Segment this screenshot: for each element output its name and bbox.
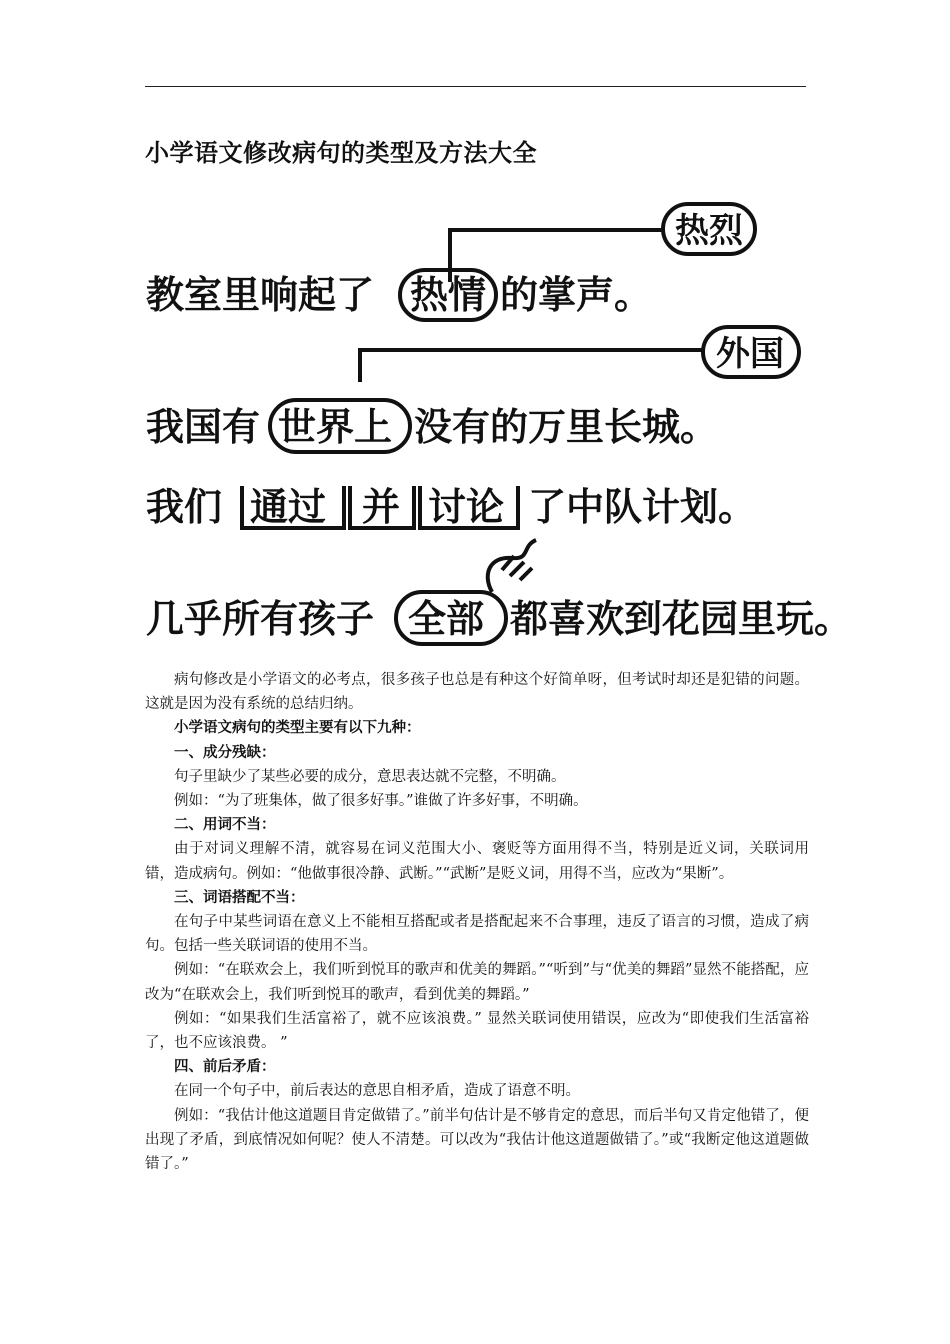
section-1-example: 例如：“为了班集体，做了很多好事。”谁做了许多好事，不明确。 [174, 793, 588, 810]
sentence-2-circled: 世界上 [278, 405, 393, 449]
correction-word-1: 热烈 [675, 211, 743, 251]
sentence-1-after: 的掌声。 [500, 273, 653, 317]
sentence-3-box-2: 并 [362, 485, 401, 529]
sentence-correction-illustration [138, 190, 878, 660]
sentence-2-before: 我国有 [146, 405, 261, 449]
sentence-4-circled: 全部 [408, 597, 485, 641]
sentence-3-box-3: 讨论 [428, 485, 505, 529]
section-2-paragraph: 由于对词义理解不清，就容易在词义范围大小、褒贬等方面用得不当，特别是近义词，关联词用错，造成病句。例如：“他做事很冷静、武断。”“武断”是贬义词，用得不当，应改为“果断”。 [145, 841, 809, 882]
section-1-heading: 一、成分残缺： [174, 743, 276, 761]
section-3-example-2: 例如：“如果我们生活富裕了，就不应该浪费。” 显然关联词使用错误，应改为“即使我们生活富裕了，也不应该浪费。 ” [145, 1010, 809, 1052]
page-title: 小学语文修改病句的类型及方法大全 [145, 138, 537, 167]
correction-word-2: 外国 [716, 334, 784, 374]
sentence-1-before: 教室里响起了 [146, 273, 375, 317]
sentence-3-after: 了中队计划。 [528, 485, 757, 529]
section-1-paragraph: 句子里缺少了某些必要的成分，意思表达就不完整，不明确。 [174, 768, 566, 785]
article-body [145, 668, 809, 1176]
sentence-4-before: 几乎所有孩子 [146, 597, 375, 641]
deletion-mark [488, 540, 536, 592]
sentence-2-after: 没有的万里长城。 [414, 405, 719, 449]
section-2-heading: 二、用词不当： [174, 816, 276, 834]
sentence-1-circled: 热情 [410, 273, 487, 317]
section-3-heading: 三、词语搭配不当： [174, 888, 305, 906]
section-4-example: 例如：“我估计他这道题目肯定做错了。”前半句估计是不够肯定的意思，而后半句又肯定他错了，便出现了矛盾，到底情况如何呢？使人不清楚。可以改为“我估计他这道题做错了。”或“我断定他这道题做错了。” [145, 1107, 809, 1173]
header-rule [145, 86, 806, 87]
section-4-paragraph: 在同一个句子中，前后表达的意思自相矛盾，造成了语意不明。 [174, 1083, 580, 1100]
types-heading: 小学语文病句的类型主要有以下九种： [174, 719, 421, 737]
sentence-4-after: 都喜欢到花园里玩。 [510, 597, 853, 641]
intro-paragraph: 病句修改是小学语文的必考点，很多孩子也总是有种这个好简单呀，但考试时却还是犯错的问题。这就是因为没有系统的总结归纳。 [145, 672, 809, 713]
section-3-paragraph: 在句子中某些词语在意义上不能相互搭配或者是搭配起来不合事理，违反了语言的习惯，造成了病句。包括一些关联词语的使用不当。 [145, 914, 809, 955]
section-4-heading: 四、前后矛盾： [174, 1058, 276, 1076]
sentence-3-before: 我们 [146, 485, 223, 529]
correction-line-2 [360, 350, 703, 382]
section-3-example-1: 例如：“在联欢会上，我们听到悦耳的歌声和优美的舞蹈。”“听到”与“优美的舞蹈”显然不能搭配，应改为“在联欢会上，我们听到悦耳的歌声，看到优美的舞蹈。” [145, 962, 809, 1003]
sentence-3-box-1: 通过 [250, 485, 327, 529]
